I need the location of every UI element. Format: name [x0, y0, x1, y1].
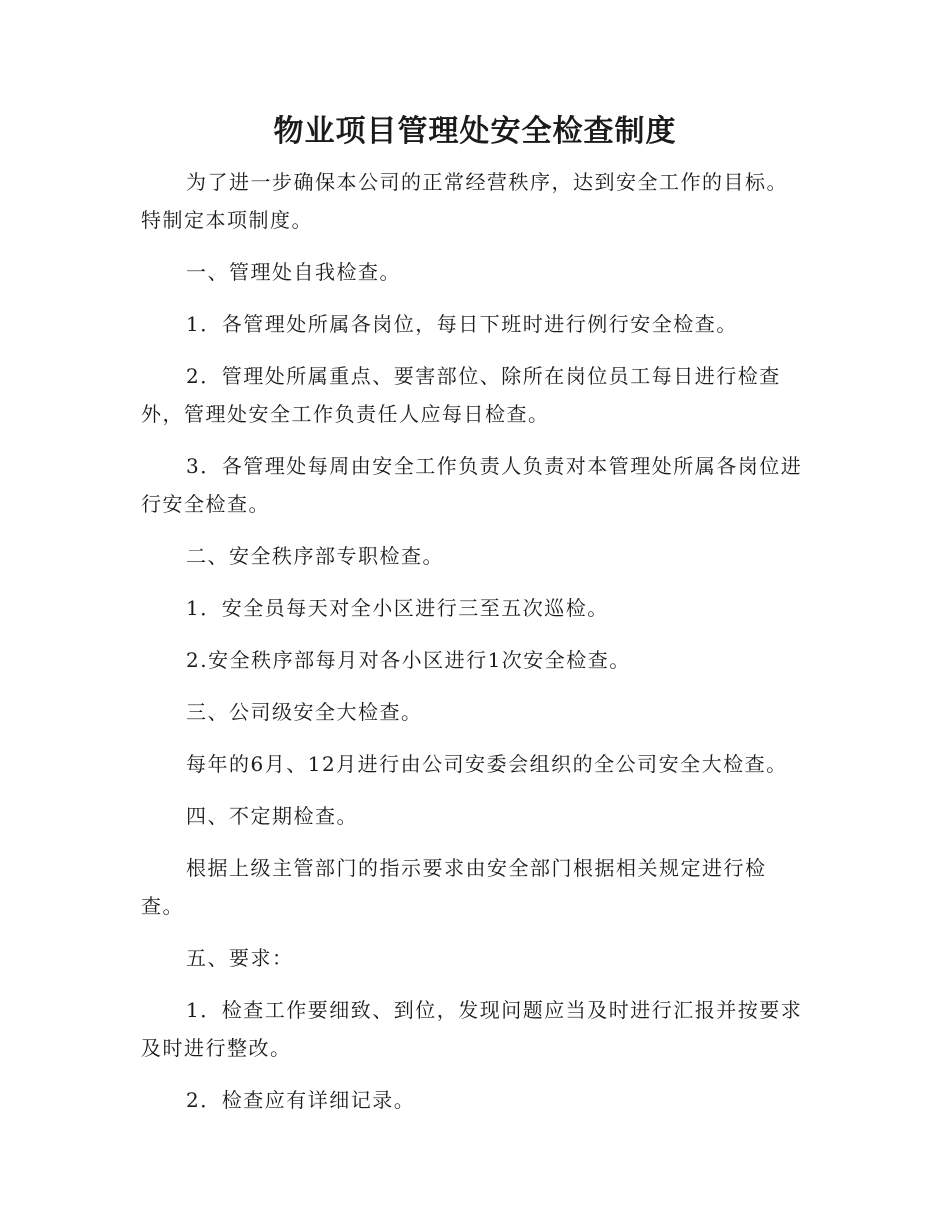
paragraph-2-2: 2.安全秩序部每月对各小区进行1次安全检查。: [186, 648, 631, 672]
section-heading-5: 五、要求：: [186, 946, 294, 970]
paragraph-1-1: 1．各管理处所属各岗位，每日下班时进行例行安全检查。: [186, 312, 738, 336]
paragraph-2-1: 1．安全员每天对全小区进行三至五次巡检。: [186, 596, 609, 620]
paragraph-intro: 为了进一步确保本公司的正常经营秩序，达到安全工作的目标。特制定本项制度。: [141, 170, 788, 232]
document-body: [141, 163, 807, 1133]
section-heading-2: 二、安全秩序部专职检查。: [186, 544, 444, 568]
section-heading-4: 四、不定期检查。: [186, 804, 358, 828]
paragraph-1-3: 3．各管理处每周由安全工作负责人负责对本管理处所属各岗位进行安全检查。: [141, 454, 803, 516]
paragraph-5-1: 1．检查工作要细致、到位，发现问题应当及时进行汇报并按要求及时进行整改。: [141, 998, 803, 1060]
section-heading-3: 三、公司级安全大检查。: [186, 700, 423, 724]
paragraph-1-2: 2．管理处所属重点、要害部位、除所在岗位员工每日进行检查外，管理处安全工作负责任人应每日检查。: [141, 364, 781, 426]
paragraph-3-1: 每年的6月、12月进行由公司安委会组织的全公司安全大检查。: [186, 752, 788, 776]
paragraph-4-1: 根据上级主管部门的指示要求由安全部门根据相关规定进行检查。: [141, 856, 767, 918]
document-title: 物业项目管理处安全检查制度: [273, 114, 677, 149]
paragraph-5-2: 2．检查应有详细记录。: [186, 1088, 416, 1112]
section-heading-1: 一、管理处自我检查。: [186, 260, 401, 284]
